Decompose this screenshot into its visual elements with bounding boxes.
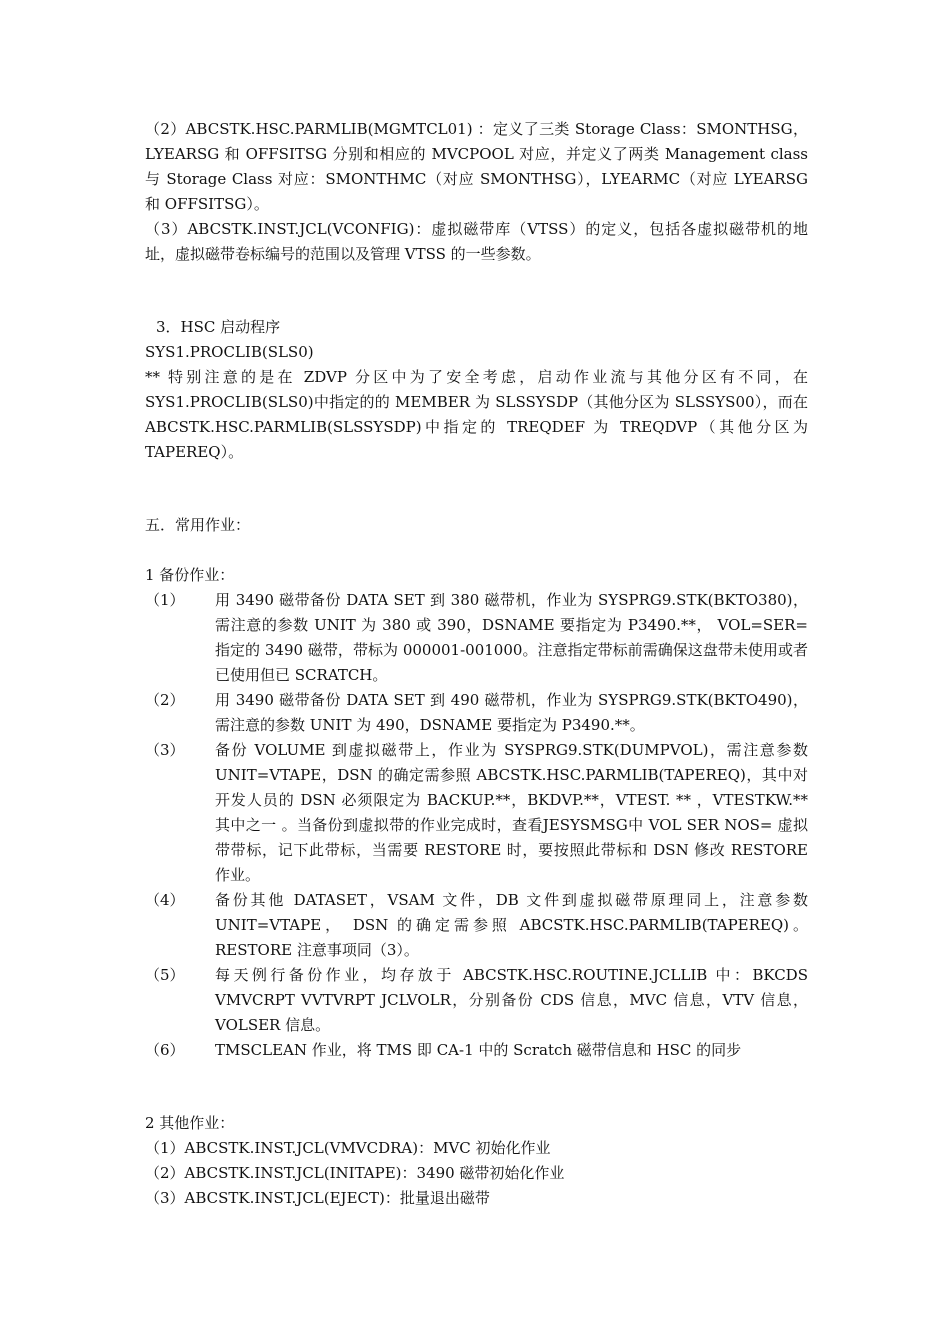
list-item — [145, 588, 808, 688]
list-item-text: 备份 VOLUME 到虚拟磁带上，作业为 SYSPRG9.STK(DUMPVOL)，需注意参数 UNIT=VTAPE，DSN 的确定需参照 ABCSTK.HSC.PARMLIB(TAPEREQ)，其中对开发人员的 DSN 必须限定为 BACKUP.**，BKDVP.**，VTEST. ** ，VTESTKW.** 其中之一 。当备份到虚拟带的作业完成时，查看JESYSMSG中 VOL SER NOS= 虚拟带带标，记下此带标，当需要 RESTORE 时，要按照此带标和 DSN 修改 RESTORE 作业。 — [215, 741, 808, 884]
list-item — [145, 963, 808, 1038]
list-item-number: （5） — [145, 966, 185, 984]
spacer — [145, 538, 808, 563]
list-item-number: （6） — [145, 1041, 185, 1059]
list-item — [145, 1038, 808, 1063]
section-five-title: 五．常用作业： — [145, 516, 251, 534]
hsc-proclib-line: SYS1.PROCLIB(SLS0) — [145, 343, 314, 361]
intro-paragraph-2: （3）ABCSTK.INST.JCL(VCONFIG)：虚拟磁带库（VTSS）的定义，包括各虚拟磁带机的地址，虚拟磁带卷标编号的范围以及管理 VTSS 的一些参数。 — [145, 220, 808, 263]
list-item-text: TMSCLEAN 作业，将 TMS 即 CA-1 中的 Scratch 磁带信息和 HSC 的同步 — [215, 1041, 742, 1059]
list-item-number: （3） — [145, 741, 185, 759]
intro-paragraph-1: （2）ABCSTK.HSC.PARMLIB(MGMTCL01) ：定义了三类 Storage Class：SMONTHSG，LYEARSG 和 OFFSITSG 分别和相应的 MVCPOOL 对应，并定义了两类 Management class 与 Storage Class 对应：SMONTHMC（对应 SMONTHSG），LYEARMC（对应 LYEARSG 和 OFFSITSG）。 — [145, 120, 808, 213]
list-item-number: （2） — [145, 691, 185, 709]
spacer — [145, 1063, 808, 1111]
list-item-number: （4） — [145, 891, 185, 909]
spacer — [145, 267, 808, 315]
other-job-item: （1）ABCSTK.INST.JCL(VMVCDRA)：MVC 初始化作业 — [145, 1139, 551, 1157]
list-item-text: 每天例行备份作业，均存放于 ABCSTK.HSC.ROUTINE.JCLLIB 中：BKCDS VMVCRPT VVTVRPT JCLVOLR，分别备份 CDS 信息，MVC 信息，VTV 信息，VOLSER 信息。 — [215, 966, 808, 1034]
other-job-item: （3）ABCSTK.INST.JCL(EJECT)：批量退出磁带 — [145, 1189, 490, 1207]
list-item — [145, 688, 808, 738]
backup-jobs-title: 1 备份作业： — [145, 566, 235, 584]
list-item-text: 备份其他 DATASET，VSAM 文件，DB 文件到虚拟磁带原理同上，注意参数 UNIT=VTAPE， DSN 的确定需参照 ABCSTK.HSC.PARMLIB(TAPEREQ)。RESTORE 注意事项同（3）。 — [215, 891, 808, 959]
document-content — [145, 117, 808, 1211]
list-item — [145, 888, 808, 963]
hsc-special-note: ** 特别注意的是在 ZDVP 分区中为了安全考虑，启动作业流与其他分区有不同，在 SYS1.PROCLIB(SLS0)中指定的的 MEMBER 为 SLSSYSDP（其他分区为 SLSSYS00），而在 ABCSTK.HSC.PARMLIB(SLSSYSDP)中指定的 TREQDEF 为 TREQDVP（其他分区为 TAPEREQ）。 — [145, 368, 808, 461]
other-job-item: （2）ABCSTK.INST.JCL(INITAPE)：3490 磁带初始化作业 — [145, 1164, 565, 1182]
list-item-number: （1） — [145, 591, 185, 609]
other-jobs-title: 2 其他作业： — [145, 1114, 235, 1132]
backup-jobs-list — [145, 588, 808, 1063]
hsc-section-title: 3．HSC 启动程序 — [156, 318, 281, 336]
list-item — [145, 738, 808, 888]
list-item-text: 用 3490 磁带备份 DATA SET 到 380 磁带机，作业为 SYSPRG9.STK(BKTO380)，需注意的参数 UNIT 为 380 或 390，DSNAME 要指定为 P3490.**， VOL=SER=指定的 3490 磁带，带标为 000001-001000。注意指定带标前需确保这盘带未使用或者已使用但已 SCRATCH。 — [215, 591, 808, 684]
list-item-text: 用 3490 磁带备份 DATA SET 到 490 磁带机，作业为 SYSPRG9.STK(BKTO490)，需注意的参数 UNIT 为 490，DSNAME 要指定为 P3490.**。 — [215, 691, 808, 734]
spacer — [145, 465, 808, 513]
